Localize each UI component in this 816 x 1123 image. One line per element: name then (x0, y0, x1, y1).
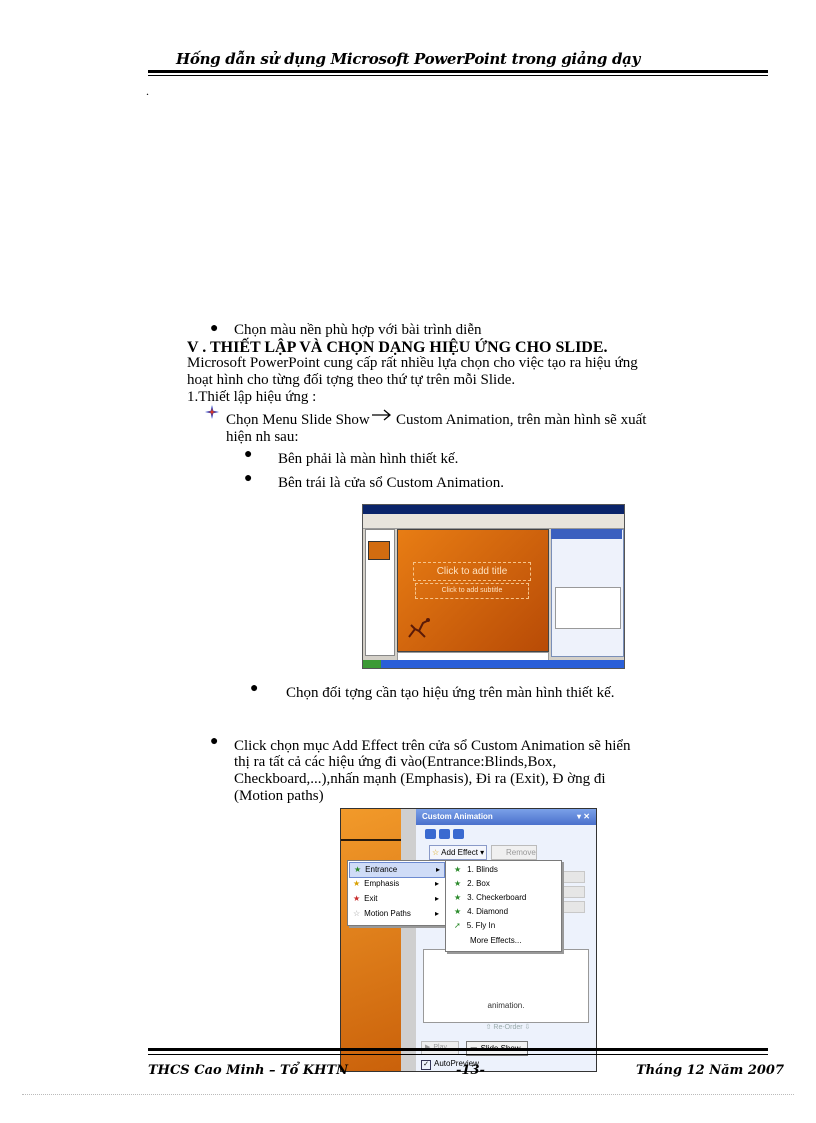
bullet-icon: ● (250, 681, 259, 696)
task-pane-box (555, 587, 621, 629)
runner-figure-icon (405, 617, 433, 639)
windows-taskbar (363, 660, 624, 668)
bullet-icon: ● (210, 321, 219, 336)
task-pane-header (551, 529, 622, 539)
sub-bullet-text: Bên phải là màn hình thiết kế. (278, 451, 459, 467)
pane-header (416, 809, 596, 825)
section-heading: V . THIẾT LẬP VÀ CHỌN DẠNG HIỆU ỨNG CHO SLIDE. (187, 339, 608, 356)
pane-title: Custom Animation (422, 812, 493, 821)
step-text: hiện nh sau: (226, 429, 299, 445)
back-icon[interactable] (425, 829, 436, 839)
header-rule (148, 70, 768, 73)
checkbox-icon: ✓ (421, 1060, 431, 1070)
custom-animation-screenshot (340, 808, 597, 1072)
menu-item-entrance[interactable]: ★ Entrance ▸ (349, 862, 445, 878)
page-number: -13- (456, 1063, 485, 1078)
powerpoint-screenshot (362, 504, 625, 669)
more-effects-item[interactable]: More Effects... (470, 936, 522, 945)
reorder-controls[interactable]: ⇧ Re-Order ⇩ (485, 1024, 531, 1031)
footer-rule (148, 1048, 768, 1051)
bullet-text: thị ra tất cả các hiệu ứng đi vào(Entrance:Blinds,Box, (234, 754, 557, 770)
submenu-item-box[interactable]: ★ 2. Box (454, 879, 490, 888)
bullet-text: Click chọn mục Add Effect trên cửa sổ Custom Animation sẽ hiển (234, 738, 631, 754)
page-header-title: Hống dẫn sử dụng Microsoft PowerPoint trong giảng dạy (176, 50, 640, 68)
dropdown-field[interactable] (561, 871, 585, 883)
submenu-item-blinds[interactable]: ★ 1. Blinds (454, 865, 498, 874)
menu-item-emphasis[interactable]: ★ Emphasis ▸ (353, 879, 439, 888)
footer-rule-thin (148, 1054, 768, 1055)
footer-date: Tháng 12 Năm 2007 (636, 1063, 785, 1078)
bullet-icon: ● (244, 471, 253, 486)
step-text: Custom Animation, trên màn hình sẽ xuất (396, 412, 647, 428)
sparkle-bullet-icon (205, 405, 219, 419)
entrance-submenu[interactable] (445, 860, 562, 952)
remove-button[interactable]: Remove (491, 845, 537, 860)
menu-item-exit[interactable]: ★ Exit ▸ (353, 894, 439, 903)
animation-list[interactable] (423, 949, 589, 1023)
home-icon[interactable] (453, 829, 464, 839)
scroll-strip (401, 809, 416, 1071)
paragraph-line: Microsoft PowerPoint cung cấp rất nhiều lựa chọn cho việc tạo ra hiệu ứng (187, 355, 638, 371)
step-text: Chọn Menu Slide Show (226, 412, 370, 428)
forward-icon[interactable] (439, 829, 450, 839)
add-effect-button[interactable]: ☆ Add Effect ▾ (429, 845, 487, 860)
bullet-text: Chọn đối tợng cần tạo hiệu ứng trên màn hình thiết kế. (286, 685, 615, 701)
dropdown-field[interactable] (561, 886, 585, 898)
submenu-item-fly-in[interactable]: ➚ 5. Fly In (454, 921, 496, 930)
stray-mark: . (146, 84, 149, 98)
title-placeholder: Click to add title (413, 562, 531, 581)
autopreview-checkbox[interactable]: ✓ AutoPreview (421, 1059, 521, 1070)
paragraph-line: hoạt hình cho từng đối tợng theo thứ tự trên mỗi Slide. (187, 372, 516, 388)
footer-school: THCS Cao Minh – Tổ KHTN (148, 1063, 348, 1078)
close-icon[interactable]: ▾ ✕ (577, 812, 590, 821)
bullet-background-color: Chọn màu nền phù hợp với bài trình diễn (234, 322, 482, 338)
page-bottom-divider (22, 1094, 794, 1095)
add-effect-menu[interactable] (347, 860, 447, 926)
bullet-text: (Motion paths) (234, 788, 324, 804)
animation-hint: animation. (487, 1001, 525, 1010)
dropdown-field[interactable] (561, 901, 585, 913)
menu-item-motion-paths[interactable]: ☆ Motion Paths ▸ (353, 909, 439, 918)
bullet-icon: ● (210, 734, 219, 749)
submenu-item-diamond[interactable]: ★ 4. Diamond (454, 907, 509, 916)
bullet-text: Checkboard,...),nhấn mạnh (Emphasis), Đi ra (Exit), Đ ờng đi (234, 771, 606, 787)
menu-toolbar (363, 514, 624, 529)
right-arrow-icon (371, 408, 393, 422)
start-button (363, 660, 381, 668)
header-rule-thin (148, 75, 768, 76)
slide-thumbnail (368, 541, 390, 560)
sub-bullet-text: Bên trái là cửa sổ Custom Animation. (278, 475, 505, 491)
title-bar (363, 505, 624, 514)
bullet-icon: ● (244, 447, 253, 462)
star-icon: ☆ (432, 848, 440, 857)
submenu-item-checkerboard[interactable]: ★ 3. Checkerboard (454, 893, 527, 902)
subsection-title: 1.Thiết lập hiệu ứng : (187, 389, 317, 405)
subtitle-placeholder: Click to add subtitle (415, 583, 529, 599)
